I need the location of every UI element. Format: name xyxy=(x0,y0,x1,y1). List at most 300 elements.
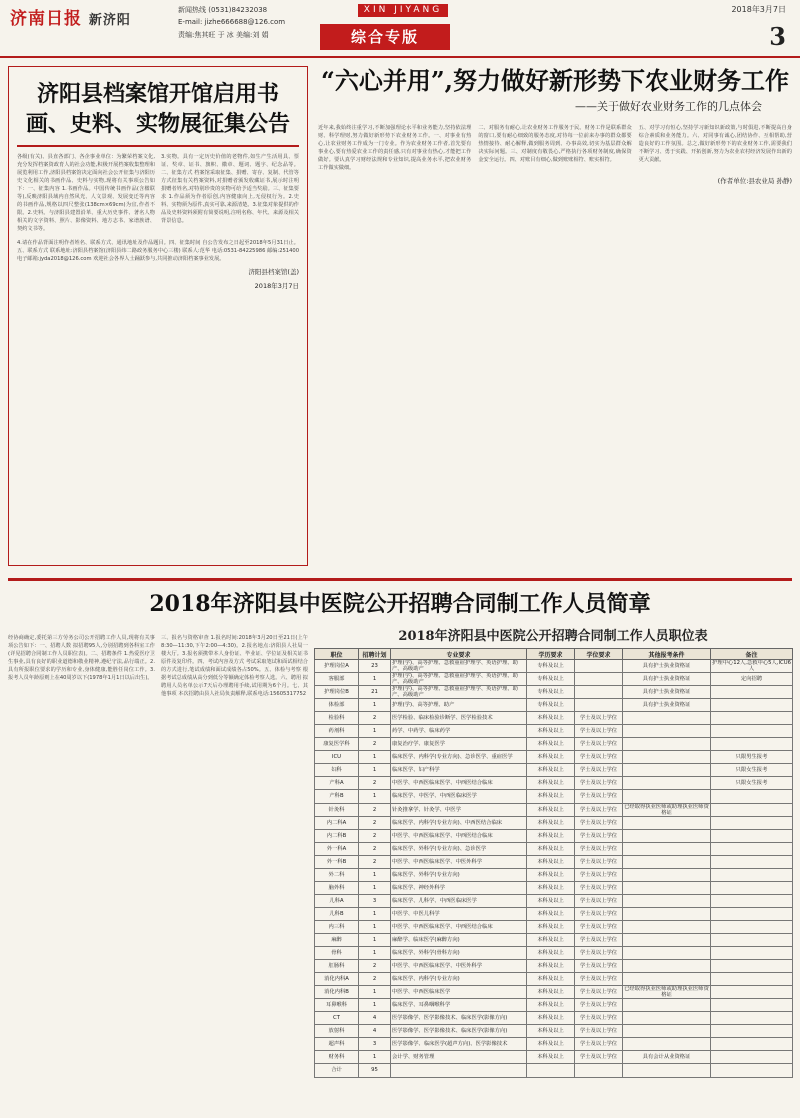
table-cell xyxy=(623,1064,711,1077)
table-cell: 耳鼻喉科 xyxy=(315,999,359,1012)
table-row xyxy=(315,1064,793,1077)
table-cell: 定向招聘 xyxy=(711,673,793,686)
table-cell: 2 xyxy=(359,803,391,816)
contact-info xyxy=(178,4,285,28)
table-row xyxy=(315,751,793,764)
pinyin-banner: XIN JIYANG xyxy=(358,4,448,17)
table-cell: 2 xyxy=(359,973,391,986)
table-cell: 本科及以上 xyxy=(527,725,575,738)
table-cell: 具有护士执业资格证 xyxy=(623,660,711,673)
table-cell xyxy=(623,960,711,973)
table-cell: 护理岗位A xyxy=(315,660,359,673)
table-cell: 内三科 xyxy=(315,920,359,933)
table-row xyxy=(315,986,793,999)
archive-signoff-org: 济阳县档案馆(盖) xyxy=(248,268,299,276)
archive-signoff-date: 2018年3月7日 xyxy=(254,282,299,290)
table-cell: 只限女生报考 xyxy=(711,764,793,777)
table-cell xyxy=(711,712,793,725)
finance-column-3: 五、对学习有恒心,坚持学习新知识新政策,与时俱进,不断提高自身综合素质和业务能力。六、对同事有诚心,团结协作、互相帮助,营造良好的工作氛围。总之,做好新形势下的农业财务工作,需要我们不断学习、勇于实践、开拓创新,努力为农业农村经济发展作出新的更大贡献。 xyxy=(638,125,792,163)
table-cell: 23 xyxy=(359,660,391,673)
table-row xyxy=(315,907,793,920)
table-cell: 检验科 xyxy=(315,712,359,725)
table-cell xyxy=(711,1051,793,1064)
table-cell xyxy=(711,725,793,738)
table-row xyxy=(315,712,793,725)
table-row xyxy=(315,790,793,803)
table-cell: 本科及以上 xyxy=(527,960,575,973)
table-row xyxy=(315,686,793,699)
table-cell: 学士及以上学位 xyxy=(575,816,623,829)
table-cell: 护理(学)、高等护理、急救重症护理学、英语护理、助产、高级助产 xyxy=(391,673,527,686)
table-cell: 只限女生报考 xyxy=(711,777,793,790)
table-cell xyxy=(711,738,793,751)
table-cell: 骨科 xyxy=(315,947,359,960)
table-row xyxy=(315,1051,793,1064)
table-cell: 本科及以上 xyxy=(527,842,575,855)
table-cell xyxy=(711,947,793,960)
table-cell: 本科及以上 xyxy=(527,803,575,816)
table-cell xyxy=(711,868,793,881)
table-cell xyxy=(623,947,711,960)
table-cell: 超声科 xyxy=(315,1038,359,1051)
table-cell: 中医学、中医儿科学 xyxy=(391,907,527,920)
table-cell: 医学影像学、医学影像技术、临床医学(影像方向) xyxy=(391,1012,527,1025)
page-header xyxy=(0,0,800,58)
table-cell xyxy=(623,790,711,803)
table-header-cell: 其他报考条件 xyxy=(623,649,711,660)
table-row xyxy=(315,868,793,881)
table-cell xyxy=(623,764,711,777)
table-row xyxy=(315,973,793,986)
table-cell xyxy=(575,1064,623,1077)
table-cell: 学士及以上学位 xyxy=(575,1025,623,1038)
table-cell: 产科A xyxy=(315,777,359,790)
position-table-block xyxy=(314,626,792,1078)
table-cell xyxy=(711,920,793,933)
finance-author: (作者单位:县农业局 孙静) xyxy=(717,177,792,185)
table-cell: 临床医学、内科学(专业方向) xyxy=(391,973,527,986)
table-cell: 中医学、中西医临床医学、中西医结合临床 xyxy=(391,920,527,933)
table-cell: 本科及以上 xyxy=(527,1025,575,1038)
table-cell xyxy=(575,686,623,699)
table-cell: 临床医学、外科学(专业方向) xyxy=(391,868,527,881)
table-cell: 放射科 xyxy=(315,1025,359,1038)
table-cell: 外一科A xyxy=(315,842,359,855)
table-cell xyxy=(623,777,711,790)
table-cell: 学士及以上学位 xyxy=(575,777,623,790)
recruitment-notice xyxy=(8,586,792,1114)
table-row xyxy=(315,881,793,894)
table-cell: 本科及以上 xyxy=(527,973,575,986)
table-row xyxy=(315,999,793,1012)
table-cell: 本科及以上 xyxy=(527,790,575,803)
table-row xyxy=(315,829,793,842)
table-cell: 本科及以上 xyxy=(527,986,575,999)
table-cell xyxy=(711,816,793,829)
table-cell xyxy=(711,686,793,699)
table-cell: 外一科B xyxy=(315,855,359,868)
table-cell: 中医学、中西医临床医学、中西医结合临床 xyxy=(391,777,527,790)
table-cell xyxy=(711,1038,793,1051)
table-cell: 学士及以上学位 xyxy=(575,933,623,946)
table-cell: 1 xyxy=(359,699,391,712)
table-cell xyxy=(711,881,793,894)
table-cell: 消化内科A xyxy=(315,973,359,986)
table-cell: 针灸科 xyxy=(315,803,359,816)
table-cell: 只限男生报考 xyxy=(711,751,793,764)
table-cell: 本科及以上 xyxy=(527,999,575,1012)
table-cell: 针灸推拿学、针灸学、中医学 xyxy=(391,803,527,816)
table-header-cell: 招聘计划 xyxy=(359,649,391,660)
table-cell xyxy=(623,1038,711,1051)
table-cell xyxy=(623,751,711,764)
table-cell: 康复治疗学、康复医学 xyxy=(391,738,527,751)
table-cell: 学士及以上学位 xyxy=(575,738,623,751)
table-cell: 学士及以上学位 xyxy=(575,920,623,933)
table-cell xyxy=(711,803,793,816)
table-cell: 肛肠科 xyxy=(315,960,359,973)
table-row xyxy=(315,855,793,868)
table-cell: 学士及以上学位 xyxy=(575,1038,623,1051)
table-cell: 2 xyxy=(359,777,391,790)
table-cell xyxy=(711,933,793,946)
table-row xyxy=(315,738,793,751)
table-cell: 2 xyxy=(359,738,391,751)
table-cell: 临床医学、外科学(骨科方向) xyxy=(391,947,527,960)
table-cell: 2 xyxy=(359,816,391,829)
table-cell xyxy=(623,933,711,946)
table-cell: 1 xyxy=(359,881,391,894)
table-row xyxy=(315,660,793,673)
table-cell xyxy=(623,855,711,868)
table-cell xyxy=(623,842,711,855)
archive-column-1: 各级(有关)、县直各部门、各企事业单位：为繁荣档案文化,充分发挥档案资政育人的社会功能,积极开展档案收集整理和展览利用工作,济阳县档案馆决定面向社会公开征集与济阳历史文化相关的书画作品、史料与实物,现将有关事项公告如下：一、征集内容 1.书画作品。中国传统书画作品(含楹联等),反映济阳县域内自然风光、人文景观、发展变迁等内容的书画作品,规格以四尺整张(138cm×69cm)为宜,作者不限。2.史料。与济阳县建置沿革、重大历史事件、著名人物相关的文字资料、照片、影像资料、地方志书、家谱族谱、契约文书等。 xyxy=(17,154,155,232)
email: E-mail: jizhe666688@126.com xyxy=(178,18,286,26)
table-cell: 临床医学、耳鼻咽喉科学 xyxy=(391,999,527,1012)
table-cell xyxy=(711,1064,793,1077)
table-cell: 护理(学)、高等护理、助产 xyxy=(391,699,527,712)
table-row xyxy=(315,725,793,738)
table-cell xyxy=(711,699,793,712)
finance-column-1: 近年来,我始终注重学习,不断加强理论水平和业务能力,坚持依法理财、科学理财,努力做好新形势下农业财务工作。一、对事业有热心,让农业财务工作成为一门专业。作为农业财务工作者,首先要有事业心,要有热爱农业工作的责任感,只有对事业有热心,才能把工作做好。要认真学习财经法规和专业知识,提高业务水平,把农业财务工作做实做细。 xyxy=(318,125,472,171)
table-cell xyxy=(623,738,711,751)
position-table xyxy=(314,648,793,1078)
table-cell: 3 xyxy=(359,1038,391,1051)
table-cell: 1 xyxy=(359,725,391,738)
table-row xyxy=(315,1012,793,1025)
table-cell: 学士及以上学位 xyxy=(575,868,623,881)
table-cell: 1 xyxy=(359,868,391,881)
table-cell: 药学、中药学、临床药学 xyxy=(391,725,527,738)
table-cell xyxy=(623,712,711,725)
table-cell: 学士及以上学位 xyxy=(575,842,623,855)
finance-column-2: 二、对服务有耐心,让农业财务工作服务于民。财务工作是联系群众的窗口,要有耐心细致的服务态度,对待每一位前来办事的群众都要热情接待、耐心解释,做到服务周到、办事高效,切实为基层群众解决实际问题。三、对制度有敬畏心,严格执行各项财务制度,确保资金安全运行。四、对账目有细心,做到账账相符、账实相符。 xyxy=(478,125,632,163)
table-cell: 本科及以上 xyxy=(527,751,575,764)
table-cell: 学士及以上学位 xyxy=(575,829,623,842)
table-cell: 21 xyxy=(359,686,391,699)
table-cell xyxy=(623,973,711,986)
table-cell: 临床医学、外科学(专业方向)、急诊医学 xyxy=(391,842,527,855)
table-cell: 中医学、中西医临床医学、中医外科学 xyxy=(391,855,527,868)
table-cell xyxy=(623,894,711,907)
table-row xyxy=(315,1025,793,1038)
table-cell: 1 xyxy=(359,673,391,686)
table-cell: 合计 xyxy=(315,1064,359,1077)
table-row xyxy=(315,960,793,973)
table-cell: 中医学、中西医临床医学、中西医结合临床 xyxy=(391,829,527,842)
table-cell xyxy=(711,894,793,907)
table-cell: 1 xyxy=(359,986,391,999)
table-cell: 医学检验、临床检验诊断学、医学检验技术 xyxy=(391,712,527,725)
table-cell: 本科及以上 xyxy=(527,816,575,829)
table-cell: 专科及以上 xyxy=(527,660,575,673)
table-cell: 具有护士执业资格证 xyxy=(623,699,711,712)
table-cell: 已经取得执业医师或助理执业医师资格证 xyxy=(624,803,709,816)
table-cell: 1 xyxy=(359,920,391,933)
table-cell: 麻醉 xyxy=(315,933,359,946)
table-cell: 中医学、中西医临床医学 xyxy=(391,986,527,999)
table-cell xyxy=(623,816,711,829)
table-cell: 1 xyxy=(359,933,391,946)
table-cell: 护理中心12人,急救中心5人,ICU6人 xyxy=(712,660,791,673)
editor-credits: 责编:焦其旺 于 冰 美编:刘 娟 xyxy=(178,31,269,39)
table-row xyxy=(315,894,793,907)
table-cell: 2 xyxy=(359,829,391,842)
table-cell: 医学影像学、医学影像技术、临床医学(影像方向) xyxy=(391,1025,527,1038)
table-row xyxy=(315,803,793,816)
table-cell xyxy=(575,673,623,686)
table-cell: 专科及以上 xyxy=(527,673,575,686)
table-cell: 客服部 xyxy=(315,673,359,686)
table-cell xyxy=(623,1012,711,1025)
table-row xyxy=(315,816,793,829)
table-cell: 专科及以上 xyxy=(527,686,575,699)
table-cell: 1 xyxy=(359,764,391,777)
table-cell xyxy=(623,725,711,738)
logo-main: 济南日报 xyxy=(10,9,82,29)
hotline: 新闻热线 (0531)84232038 xyxy=(178,6,268,14)
table-cell: 学士及以上学位 xyxy=(575,973,623,986)
table-cell: 本科及以上 xyxy=(527,738,575,751)
table-row xyxy=(315,673,793,686)
table-cell: 本科及以上 xyxy=(527,1012,575,1025)
table-cell: 临床医学、儿科学、中西医临床医学 xyxy=(391,894,527,907)
finance-article xyxy=(318,66,792,566)
table-row xyxy=(315,764,793,777)
table-header-cell: 学历要求 xyxy=(527,649,575,660)
table-cell: 本科及以上 xyxy=(527,777,575,790)
table-header-cell: 职位 xyxy=(315,649,359,660)
table-cell xyxy=(575,699,623,712)
table-cell: 1 xyxy=(359,751,391,764)
table-body xyxy=(315,660,793,1078)
table-cell xyxy=(391,1064,527,1077)
table-cell xyxy=(711,986,793,999)
table-cell: 本科及以上 xyxy=(527,947,575,960)
table-cell: 1 xyxy=(359,947,391,960)
table-cell: 本科及以上 xyxy=(527,920,575,933)
table-cell: 具有会计从业资格证 xyxy=(623,1051,711,1064)
table-cell xyxy=(623,920,711,933)
table-cell xyxy=(623,1025,711,1038)
table-cell: 学士及以上学位 xyxy=(575,960,623,973)
table-cell: 体检部 xyxy=(315,699,359,712)
archive-title: 济阳县档案馆开馆启用书画、史料、实物展征集公告 xyxy=(25,81,290,137)
table-cell: 康复医学科 xyxy=(315,738,359,751)
table-cell: 儿科B xyxy=(315,907,359,920)
logo-sub: 新济阳 xyxy=(88,13,131,28)
table-cell: 临床医学、内科学(专业方向)、中西医结合临床 xyxy=(391,816,527,829)
table-cell: 95 xyxy=(359,1064,391,1077)
table-cell: 本科及以上 xyxy=(527,1051,575,1064)
table-cell xyxy=(623,829,711,842)
archive-column-2: 3.实物。具有一定历史价值的老物件,如生产生活用具、票证、奖章、证书、旗帜、徽章、题词、题字、纪念品等。二、征集方式 档案馆采取征集、捐赠、寄存、复制、代管等方式征集有关档案资料,对捐赠者颁发收藏证书,展示时注明捐赠者姓名,对特别珍贵的实物可给予适当奖励。三、征集要求 1.作品须为作者原创,内容健康向上,无侵权行为。2.史料、实物须为原件,真实可靠,来源清楚。3.征集对象提供的作品及史料资料须附有简要说明,注明名称、年代、来源及相关背景信息。 xyxy=(161,154,299,224)
table-header-row xyxy=(315,649,793,660)
table-cell: 4 xyxy=(359,1012,391,1025)
table-cell: 1 xyxy=(359,999,391,1012)
table-cell xyxy=(623,868,711,881)
table-cell: 学士及以上学位 xyxy=(575,907,623,920)
table-cell: 学士及以上学位 xyxy=(575,881,623,894)
table-cell: 具有护士执业资格证 xyxy=(623,686,711,699)
page-number: 3 xyxy=(769,22,786,51)
table-cell: 产科B xyxy=(315,790,359,803)
table-header-cell: 专业要求 xyxy=(391,649,527,660)
section-divider xyxy=(8,578,792,581)
table-cell: ICU xyxy=(315,751,359,764)
table-row xyxy=(315,920,793,933)
table-cell: 1 xyxy=(359,1051,391,1064)
title-rule xyxy=(17,145,299,147)
table-cell: 护理(学)、高等护理、急救重症护理学、英语护理、助产、高级助产 xyxy=(391,686,527,699)
table-cell: 已经取得执业医师或助理执业医师资格证 xyxy=(624,986,709,999)
table-row xyxy=(315,699,793,712)
table-cell: 学士及以上学位 xyxy=(575,764,623,777)
table-cell: 学士及以上学位 xyxy=(575,855,623,868)
recruitment-column-2: 三、报名与资格审查 1.报名时间:2018年3月20日至21日(上午8:30—11:30,下午2:00—4:30)。2.报名地点:济阳县人社局一楼大厅。3.报名须携带本人身份证、毕业证、学位证及相关证书原件及复印件。四、考试内容及方式 考试采取笔试和面试相结合的方式进行,笔试成绩和面试成绩各占50%。五、体检与考察 根据考试总成绩从高分到低分等额确定体检考察人选。六、聘用 拟聘用人员名单公示7天后办理聘用手续,试用期为6个月。七、其他事项 本次招聘由县人社局负责解释,联系电话:15605317752 xyxy=(161,635,308,697)
table-cell: 外二科 xyxy=(315,868,359,881)
table-cell: 麻醉学、临床医学(麻醉方向) xyxy=(391,933,527,946)
position-table-title: 2018年济阳县中医院公开招聘合同制工作人员职位表 xyxy=(398,629,708,644)
table-row xyxy=(315,842,793,855)
table-cell: 临床医学、神经外科学 xyxy=(391,881,527,894)
table-cell xyxy=(711,790,793,803)
table-cell: 脑外科 xyxy=(315,881,359,894)
table-cell: 学士及以上学位 xyxy=(575,751,623,764)
table-cell: 药剂科 xyxy=(315,725,359,738)
table-cell: 本科及以上 xyxy=(527,829,575,842)
table-cell: 学士及以上学位 xyxy=(575,725,623,738)
table-cell: 学士及以上学位 xyxy=(575,803,623,816)
table-cell xyxy=(711,1012,793,1025)
archive-column-3: 4.请在作品背面注明作者姓名、联系方式、通讯地址及作品题目。四、征集时间 自公告发布之日起至2018年5月31日止。五、联系方式 联系地址:济阳县档案馆(济阳县纬二路政务服务中心三楼) 联系人:范华 电话:0531-84225986 邮编:251400 电子邮箱:jyda2018@126.com 欢迎社会各界人士踊跃参与,共同推动济阳档案事业发展。 xyxy=(17,240,299,262)
table-header-cell: 备注 xyxy=(711,649,793,660)
table-cell: 内二科A xyxy=(315,816,359,829)
finance-title: “六心并用”,努力做好新形势下农业财务工作 xyxy=(321,66,789,95)
table-cell: 消化内科B xyxy=(315,986,359,999)
table-cell xyxy=(711,960,793,973)
table-cell: 本科及以上 xyxy=(527,894,575,907)
table-cell: 学士及以上学位 xyxy=(575,986,623,999)
table-cell xyxy=(623,907,711,920)
table-cell xyxy=(711,973,793,986)
table-row xyxy=(315,1038,793,1051)
table-cell: 本科及以上 xyxy=(527,764,575,777)
table-cell: 本科及以上 xyxy=(527,1038,575,1051)
table-cell: 会计学、财务管理 xyxy=(391,1051,527,1064)
table-cell: 1 xyxy=(359,790,391,803)
table-cell: 临床医学、中医学、中西医临床医学 xyxy=(391,790,527,803)
table-header-cell: 学位要求 xyxy=(575,649,623,660)
table-cell xyxy=(711,842,793,855)
table-cell: 儿科A xyxy=(315,894,359,907)
table-cell: 学士及以上学位 xyxy=(575,947,623,960)
table-cell: 本科及以上 xyxy=(527,855,575,868)
table-cell: 本科及以上 xyxy=(527,881,575,894)
table-cell xyxy=(527,1064,575,1077)
table-row xyxy=(315,777,793,790)
table-cell: 本科及以上 xyxy=(527,933,575,946)
table-cell xyxy=(575,660,623,673)
section-title: 综合专版 xyxy=(320,24,450,50)
issue-date: 2018年3月7日 xyxy=(731,5,786,14)
table-cell xyxy=(711,855,793,868)
table-cell: 学士及以上学位 xyxy=(575,1012,623,1025)
table-cell: 护理(学)、高等护理、急救重症护理学、英语护理、助产、高级助产 xyxy=(391,660,527,673)
recruitment-title: 2018年济阳县中医院公开招聘合同制工作人员简章 xyxy=(149,591,651,617)
table-cell xyxy=(711,1025,793,1038)
table-cell: 学士及以上学位 xyxy=(575,999,623,1012)
table-cell: 具有护士执业资格证 xyxy=(623,673,711,686)
table-cell: 妇科 xyxy=(315,764,359,777)
table-cell: 4 xyxy=(359,1025,391,1038)
table-cell: 医学影像学、临床医学(超声方向)、医学影像技术 xyxy=(391,1038,527,1051)
table-cell: 内二科B xyxy=(315,829,359,842)
archive-announcement xyxy=(8,66,308,566)
table-cell xyxy=(711,999,793,1012)
newspaper-logo xyxy=(10,4,131,29)
table-cell: 本科及以上 xyxy=(527,907,575,920)
table-cell: 本科及以上 xyxy=(527,712,575,725)
table-cell: 2 xyxy=(359,855,391,868)
table-cell xyxy=(711,829,793,842)
table-cell: 中医学、中西医临床医学、中医外科学 xyxy=(391,960,527,973)
table-cell: 本科及以上 xyxy=(527,868,575,881)
table-cell xyxy=(623,881,711,894)
table-cell: 2 xyxy=(359,842,391,855)
table-cell: 学士及以上学位 xyxy=(575,1051,623,1064)
table-cell: 2 xyxy=(359,960,391,973)
table-cell: 财务科 xyxy=(315,1051,359,1064)
table-cell: 3 xyxy=(359,894,391,907)
table-cell: 专科及以上 xyxy=(527,699,575,712)
recruitment-column-1: 经协商确定,委托第三方劳务公司公开招聘工作人员,现将有关事项公告如下：一、招聘人数 拟招聘95人,分别招聘到各科室工作(详见招聘合同制工作人员职位表)。二、招聘条件 1.热爱医疗卫生事业,具有良好的职业道德和敬业精神,遵纪守法,品行端正。2.具有所报职位要求的学历和专业,身体健康,能胜任岗位工作。3.报考人员年龄原则上在40周岁以下(1978年1月1日以后出生)。 xyxy=(8,635,155,681)
table-cell: 学士及以上学位 xyxy=(575,712,623,725)
table-cell: CT xyxy=(315,1012,359,1025)
table-cell: 临床医学、内科学(专业方向)、急诊医学、重症医学 xyxy=(391,751,527,764)
table-cell: 护理岗位B xyxy=(315,686,359,699)
table-cell: 学士及以上学位 xyxy=(575,894,623,907)
table-cell xyxy=(711,907,793,920)
table-cell xyxy=(623,999,711,1012)
table-row xyxy=(315,933,793,946)
table-row xyxy=(315,947,793,960)
table-cell: 学士及以上学位 xyxy=(575,790,623,803)
finance-subtitle: ——关于做好农业财务工作的几点体会 xyxy=(575,100,762,113)
table-cell: 2 xyxy=(359,712,391,725)
table-cell: 临床医学、妇产科学 xyxy=(391,764,527,777)
table-cell: 1 xyxy=(359,907,391,920)
